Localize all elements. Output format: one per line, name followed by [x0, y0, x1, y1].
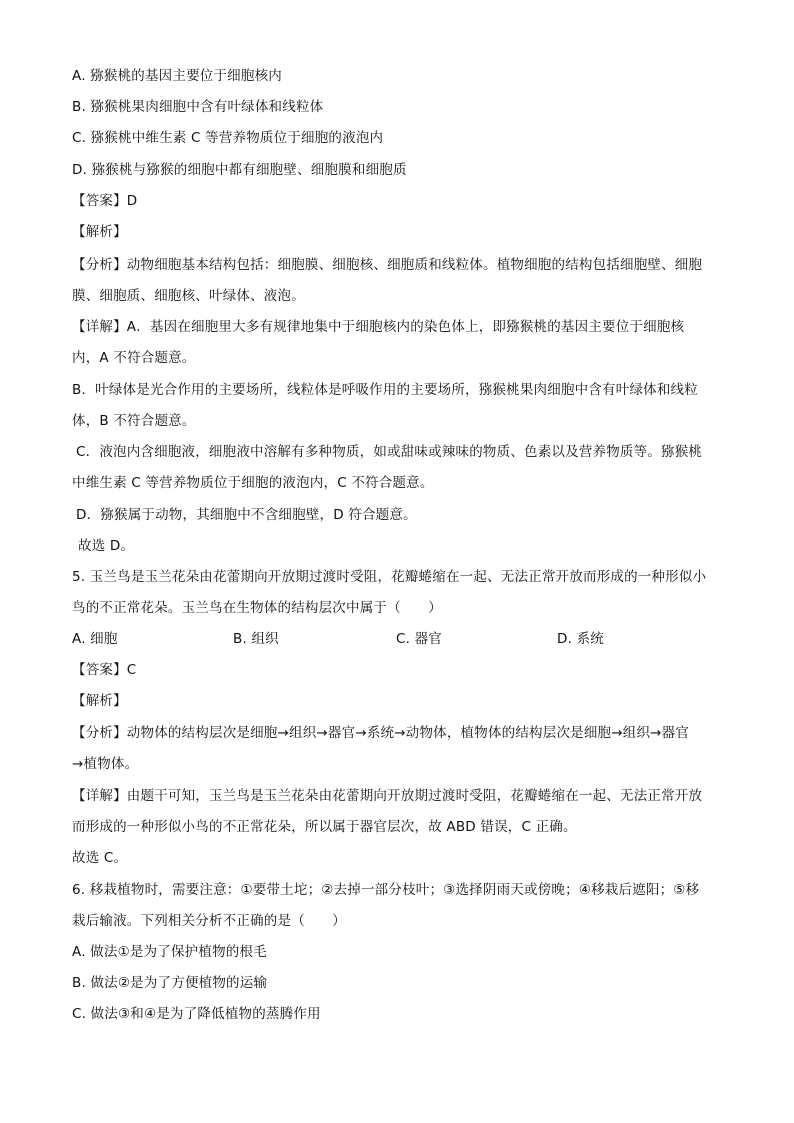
- q5-option-b: B. 组织: [233, 631, 279, 647]
- q5-stem-line-1: 5. 玉兰鸟是玉兰花朵由花蕾期向开放期过渡时受阻，花瓣蜷缩在一起、无法正常开放而形成的一种形似小: [72, 569, 707, 585]
- q6-stem-line-2: 栽后输液。下列相关分析不正确的是（ ）: [72, 913, 346, 929]
- q6-option-a: A. 做法①是为了保护植物的根毛: [72, 944, 267, 960]
- q4-explain-c-line-2: 中维生素 C 等营养物质位于细胞的液泡内，C 不符合题意。: [72, 475, 434, 491]
- q4-fenxi-line-2: 膜、细胞质、细胞核、叶绿体、液泡。: [72, 288, 305, 304]
- q6-option-b: B. 做法②是为了方便植物的运输: [72, 975, 268, 991]
- q5-option-c: C. 器官: [396, 631, 443, 647]
- q5-choose: 故选 C。: [72, 850, 128, 866]
- q5-option-d: D. 系统: [557, 631, 604, 647]
- q5-analysis-heading: 【解析】: [72, 693, 127, 709]
- q4-explain-b-line-1: B．叶绿体是光合作用的主要场所，线粒体是呼吸作用的主要场所，猕猴桃果肉细胞中含有叶绿体和线粒: [72, 382, 698, 398]
- q6-stem-line-1: 6. 移栽植物时，需要注意：①要带土坨；②去掉一部分枝叶；③选择阴雨天或傍晚；④移栽后遮阳；⑤移: [72, 882, 700, 898]
- q4-explain-c-line-1: C．液泡内含细胞液，细胞液中溶解有多种物质，如或甜味或辣味的物质、色素以及营养物质等。猕猴桃: [76, 444, 703, 460]
- q4-analysis-heading: 【解析】: [72, 224, 127, 240]
- q4-option-b: B. 猕猴桃果肉细胞中含有叶绿体和线粒体: [72, 99, 324, 115]
- q5-option-a: A. 细胞: [72, 631, 118, 647]
- q5-xiangjie-line-2: 而形成的一种形似小鸟的不正常花朵，所以属于器官层次，故 ABD 错误，C 正确。: [72, 819, 577, 835]
- q4-xiangjie-line-2: 内，A 不符合题意。: [72, 350, 196, 366]
- q4-xiangjie-line-1: 【详解】A．基因在细胞里大多有规律地集中于细胞核内的染色体上，即猕猴桃的基因主要位于细胞核: [72, 319, 685, 335]
- q4-fenxi-line-1: 【分析】动物细胞基本结构包括：细胞膜、细胞核、细胞质和线粒体。植物细胞的结构包括细胞壁、细胞: [72, 257, 703, 273]
- q5-stem-line-2: 鸟的不正常花朵。玉兰鸟在生物体的结构层次中属于（ ）: [72, 600, 442, 616]
- q4-answer: 【答案】D: [72, 193, 138, 209]
- q5-xiangjie-line-1: 【详解】由题干可知，玉兰鸟是玉兰花朵由花蕾期向开放期过渡时受阻，花瓣蜷缩在一起、无法正常开放: [72, 788, 703, 804]
- q4-option-c: C. 猕猴桃中维生素 C 等营养物质位于细胞的液泡内: [72, 130, 384, 146]
- q5-fenxi-line-2: →植物体。: [72, 756, 139, 772]
- q6-option-c: C. 做法③和④是为了降低植物的蒸腾作用: [72, 1006, 321, 1022]
- q5-fenxi-line-1: 【分析】动物体的结构层次是细胞→组织→器官→系统→动物体，植物体的结构层次是细胞→组织→器官: [72, 725, 690, 741]
- q4-explain-d-line-1: D．猕猴属于动物，其细胞中不含细胞壁，D 符合题意。: [76, 507, 417, 523]
- q4-explain-b-line-2: 体，B 不符合题意。: [72, 413, 196, 429]
- q4-option-d: D. 猕猴桃与猕猴的细胞中都有细胞壁、细胞膜和细胞质: [72, 162, 407, 178]
- q4-option-a: A. 猕猴桃的基因主要位于细胞核内: [72, 68, 282, 84]
- q5-answer: 【答案】C: [72, 662, 137, 678]
- q4-choose: 故选 D。: [78, 538, 135, 554]
